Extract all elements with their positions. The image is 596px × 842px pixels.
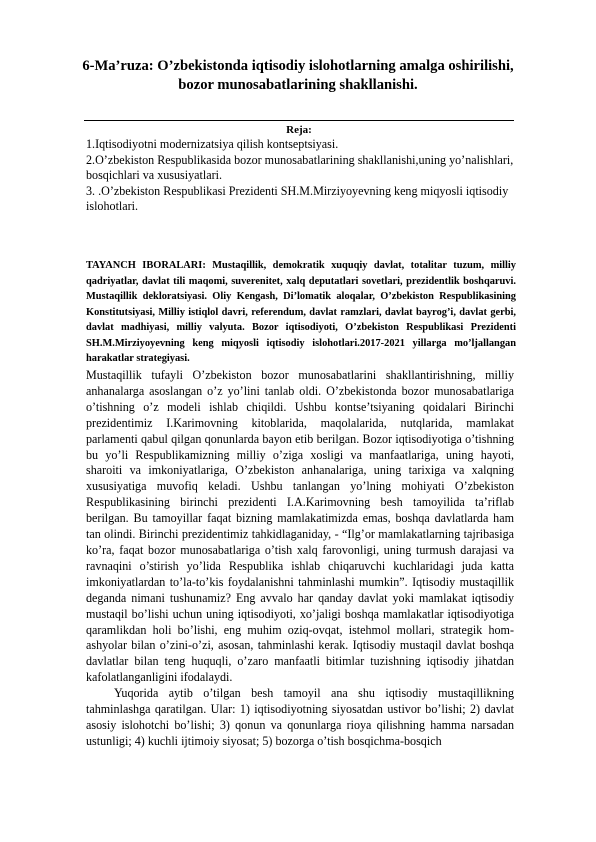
plan-item-1: 1.Iqtisodiyotni modernizatsiya qilish kontseptsiyasi. bbox=[86, 137, 339, 151]
body-paragraph-1: Mustaqillik tufayli O’zbekiston bozor munosabatlarini shakllantirishning, milliy anhanalarga asoslangan o’z yo’lini tanlab oldi. O’zbekistonda bozor munosabatlariga o’tishning o’z modeli ishlab chiqildi. Ushbu kontse’tsiyaning qoidalari Birinchi prezidentimiz I.Karimovning kitoblarida, maqolalarida, nutqlarida, mamlakat parlamenti qabul qilgan qonunlarda bayon etib berilgan. Bozor iqtisodiyotiga o’tishning bu yo’li Respublikamizning milliy o’ziga xosligi va manfaatlariga, uning hayoti, sharoiti va imkoniyatlariga, O’zbekiston anhanalariga, uning tarixiga va xalqning xususiyatiga muvofiq keladi. Ushbu tanlangan yo’lning mohiyati O’zbekiston Respublikasining birinchi prezidenti I.A.Karimovning besh tamoyilida ta’riflab berilgan. Bu tamoyillar faqat bizning mamlakatimizda emas, boshqa davlatlarda ham tan olindi. Birinchi prezidentimiz tahkidlaganiday, - “Ilg’or mamlakatlarning tajribasiga ko’ra, faqat bozor munosabatlariga o’tish xalq farovonligi, uning turmush darajasi va ravnaqini o’stirish yo’lida Respublika ishlab chiqaruvchi kuchlaridagi juda katta imkoniyatlardan to’la-to’kis foydalanishni tahminlashi mumkin”. Iqtisodiy mustaqillik deganda nimani tushunamiz? Eng avvalo har qanday davlat yoki mamlakat iqtisodiy mustaqil bo’lishi uchun uning iqtisodiyoti, xo’jaligi boshqa mamlakatlar iqtisodiyotiga qaramlikdan holi bo’lishi, eng muhim oziq-ovqat, istehmol mollari, strategik hom-ashyolar bilan o’zini-o’zi, asosan, tahminlashi kerak. Iqtisodiy mustaqil davlat boshqa davlatlar bilan teng huquqli, o’zaro manfaatli bitimlar tuzishning iqtisodiy jihatdan kafolatlanganligini ifodalaydi. bbox=[86, 368, 514, 685]
body-text bbox=[86, 368, 514, 750]
plan-heading: Reja: bbox=[286, 124, 312, 136]
plan-item-3: 3. .O’zbekiston Respublikasi Prezidenti SH.M.Mirziyoyevning keng miqyosli iqtisodiy islohotlari. bbox=[86, 183, 509, 214]
lecture-title: 6-Ma’ruza: O’zbekistonda iqtisodiy islohotlarning amalga oshirilishi, bozor munosabatlarining shakllanishi. bbox=[82, 58, 514, 93]
horizontal-divider bbox=[84, 120, 514, 121]
plan-list bbox=[86, 137, 516, 215]
plan-item-2: 2.O’zbekiston Respublikasida bozor munosabatlarining shakllanishi,uning yo’nalishlari, bosqichlari va xususiyatlari. bbox=[86, 152, 514, 183]
body-paragraph-2: Yuqorida aytib o’tilgan besh tamoyil ana shu iqtisodiy mustaqillikning tahminlashga qaratilgan. Ular: 1) iqtisodiyotning siyosatdan ustivor bo’lishi; 2) davlat asosiy islohotchi bo’lishi; 3) qonun va qonunlarga rioya qilishning hamma narsadan ustunligi; 4) kuchli ijtimoiy siyosat; 5) bozorga o’tish bosqichma-bosqich bbox=[86, 686, 514, 748]
key-terms-paragraph: TAYANCH IBORALARI: Mustaqillik, demokratik xuquqiy davlat, totalitar tuzum, milliy qadriyatlar, davlat tili maqomi, suverenitet, xalq deputatlari sovetlari, prezidentlik boshqaruvi. Mustaqillik dekloratsiyasi. Oliy Kengash, Di’lomatik aloqalar, O’zbekiston Respublikasining Konstitutsiyasi, Milliy istiqlol davri, referendum, davlat ramzlari, davlat bayrog’i, davlat gerbi, davlat madhiyasi, milliy valyuta. Bozor iqtisodiyoti, O’zbekiston Respublikasi Prezidenti SH.M.Mirziyoyevning keng miqyosli iqtisodiy islohotlari.2017-2021 yillarga mo’ljallangan harakatlar strategiyasi. bbox=[86, 260, 516, 364]
